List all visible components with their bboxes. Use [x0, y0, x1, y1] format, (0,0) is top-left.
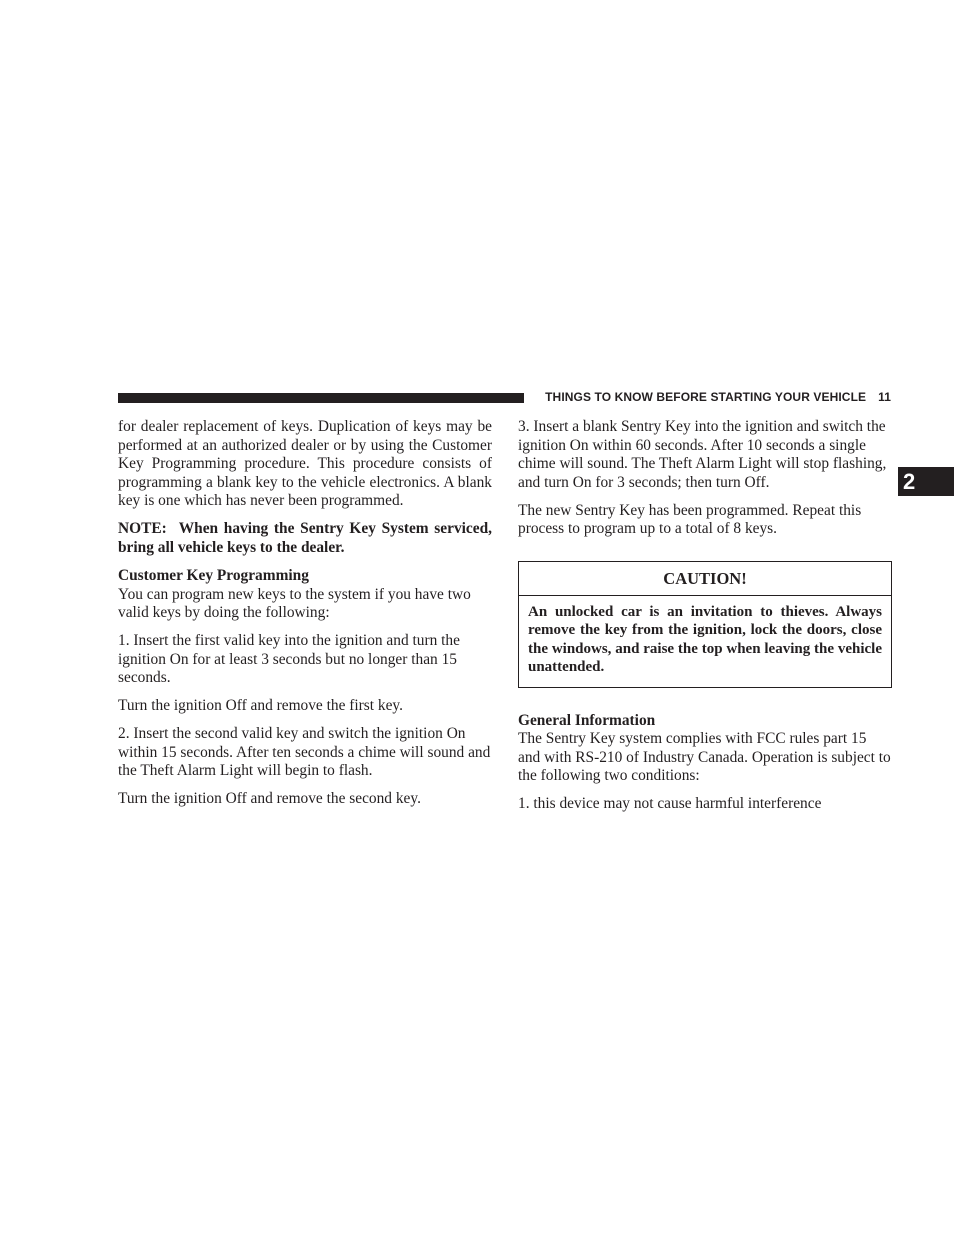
- condition-1: 1. this device may not cause harmful interference: [518, 795, 822, 813]
- note-label: NOTE:: [118, 520, 167, 538]
- chapter-tab: 2: [898, 467, 954, 496]
- heading-customer-key-programming: Customer Key Programming: [118, 566, 309, 584]
- caution-text: An unlocked car is an invitation to thieves. Always remove the key from the ignition, lock the doors, close the windows, and raise the top when leaving the vehicle unattended.: [528, 603, 882, 676]
- left-column: [118, 418, 492, 818]
- step-1: 1. Insert the first valid key into the ignition and turn the ignition On for at least 3 seconds but no longer than 15 seconds.: [118, 632, 460, 687]
- paragraph-dealer-replacement: for dealer replacement of keys. Duplication of keys may be performed at an authorized dealer or by using the Customer Key Programming procedure. This procedure consists of programming a blank key to the vehicle electronics. A blank key is one which has never been programmed.: [118, 418, 492, 510]
- step-2-after: Turn the ignition Off and remove the second key.: [118, 790, 421, 808]
- paragraph-fcc-compliance: The Sentry Key system complies with FCC rules part 15 and with RS-210 of Industry Canada. Operation is subject to the following two conditions:: [518, 730, 891, 785]
- paragraph-key-programmed: The new Sentry Key has been programmed. Repeat this process to program up to a total of 8 keys.: [518, 501, 862, 538]
- step-1-after: Turn the ignition Off and remove the first key.: [118, 697, 403, 715]
- step-2: 2. Insert the second valid key and switch the ignition On within 15 seconds. After ten seconds a chime will sound and the Theft Alarm Light will begin to flash.: [118, 725, 491, 780]
- caution-title: CAUTION!: [519, 562, 891, 596]
- heading-general-information: General Information: [518, 711, 656, 729]
- section-title: THINGS TO KNOW BEFORE STARTING YOUR VEHICLE: [545, 390, 867, 404]
- note-paragraph: [118, 520, 492, 557]
- note-text: When having the Sentry Key System serviced, bring all vehicle keys to the dealer.: [118, 520, 492, 556]
- header-rule: [118, 393, 524, 403]
- step-3: 3. Insert a blank Sentry Key into the ignition and switch the ignition On within 60 seconds. After 10 seconds a single chime will sound. The Theft Alarm Light will stop flashing, and turn On for 3 seconds; then turn Off.: [518, 418, 887, 491]
- right-column: [518, 418, 892, 823]
- page-number: 11: [878, 390, 891, 404]
- paragraph-program-intro: You can program new keys to the system if you have two valid keys by doing the following:: [118, 585, 471, 622]
- running-header: [534, 390, 891, 404]
- caution-box: [518, 561, 892, 688]
